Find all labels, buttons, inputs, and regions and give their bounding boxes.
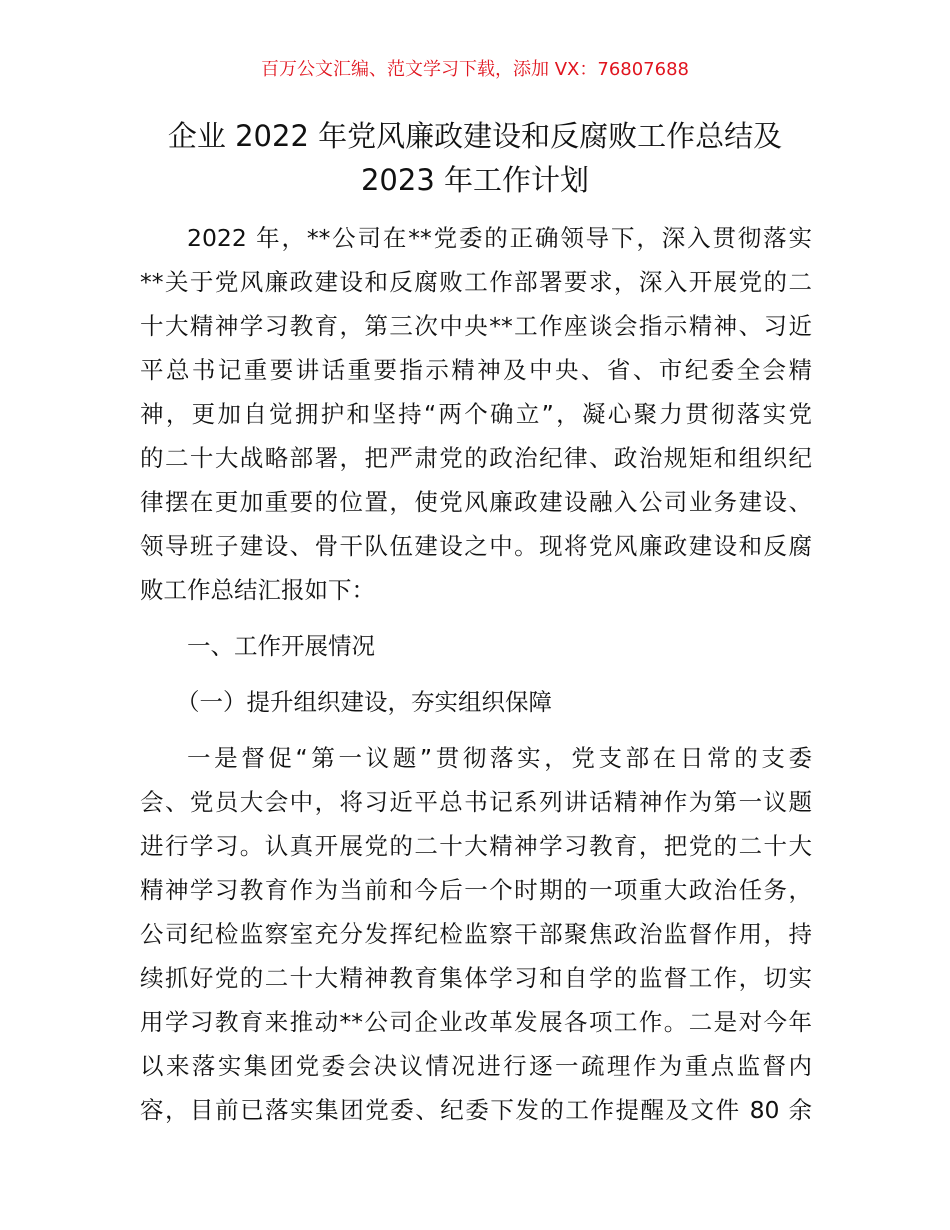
text-line: 领导班子建设、骨干队伍建设之中。现将党风廉政建设和反腐 bbox=[140, 532, 812, 560]
text-line: 以来落实集团党委会决议情况进行逐一疏理作为重点监督内 bbox=[140, 1052, 812, 1080]
intro-paragraph bbox=[140, 216, 812, 612]
text-line: 神，更加自觉拥护和坚持“两个确立”，凝心聚力贯彻落实党 bbox=[140, 400, 812, 428]
text-line: 进行学习。认真开展党的二十大精神学习教育，把党的二十大 bbox=[140, 832, 812, 860]
text-line: 续抓好党的二十大精神教育集体学习和自学的监督工作，切实 bbox=[140, 964, 812, 992]
text-line: 一是督促“第一议题”贯彻落实，党支部在日常的支委 bbox=[187, 744, 812, 772]
text-line: 十大精神学习教育，第三次中央**工作座谈会指示精神、习近 bbox=[140, 312, 812, 340]
text-line: 容，目前已落实集团党委、纪委下发的工作提醒及文件 80 余 bbox=[140, 1096, 812, 1124]
title-line-1: 企业 2022 年党风廉政建设和反腐败工作总结及 bbox=[167, 119, 783, 153]
document-body bbox=[140, 216, 812, 1132]
section-heading: 一、工作开展情况 bbox=[187, 632, 375, 660]
text-line: 平总书记重要讲话重要指示精神及中央、省、市纪委全会精 bbox=[140, 356, 812, 384]
body-paragraph bbox=[140, 736, 812, 1132]
text-line: **关于党风廉政建设和反腐败工作部署要求，深入开展党的二 bbox=[140, 268, 812, 296]
document-title bbox=[120, 114, 830, 202]
title-line-2: 2023 年工作计划 bbox=[360, 163, 590, 197]
text-line: 律摆在更加重要的位置，使党风廉政建设融入公司业务建设、 bbox=[140, 488, 812, 516]
text-line: 的二十大战略部署，把严肃党的政治纪律、政治规矩和组织纪 bbox=[140, 444, 812, 472]
text-line: 败工作总结汇报如下： bbox=[140, 576, 375, 604]
text-line: 会、党员大会中，将习近平总书记系列讲话精神作为第一议题 bbox=[140, 788, 812, 816]
text-line: 公司纪检监察室充分发挥纪检监察干部聚焦政治监督作用，持 bbox=[140, 920, 812, 948]
watermark-banner: 百万公文汇编、范文学习下载，添加 VX：76807688 bbox=[261, 59, 689, 80]
text-line: 2022 年，**公司在**党委的正确领导下，深入贯彻落实 bbox=[187, 224, 812, 252]
text-line: 用学习教育来推动**公司企业改革发展各项工作。二是对今年 bbox=[140, 1008, 812, 1036]
subsection-heading: （一）提升组织建设，夯实组织保障 bbox=[176, 688, 552, 716]
text-line: 精神学习教育作为当前和今后一个时期的一项重大政治任务， bbox=[140, 876, 812, 904]
